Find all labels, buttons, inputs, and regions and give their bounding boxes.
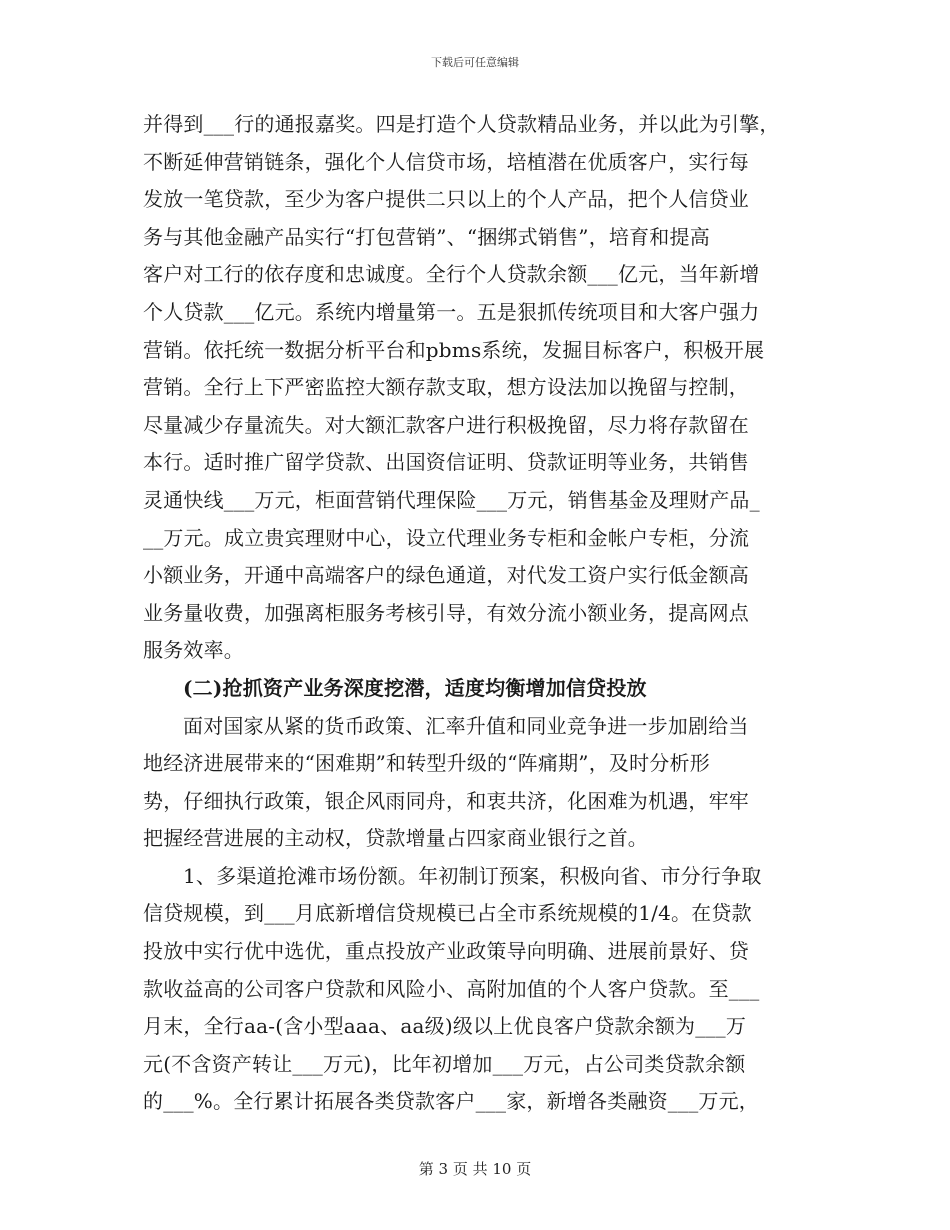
text-line: 势，仔细执行政策，银企风雨同舟，和衷共济，化困难为机遇，牢牢 bbox=[143, 788, 749, 813]
page-header-note: 下载后可任意编辑 bbox=[431, 56, 519, 69]
text-line: __万元。成立贵宾理财中心，设立代理业务专柜和金帐户专柜，分流 bbox=[143, 525, 750, 550]
text-line: 信贷规模，到___月底新增信贷规模已占全市系统规模的1/4。在贷款 bbox=[143, 901, 752, 926]
text-line: 尽量减少存量流失。对大额汇款客户进行积极挽留，尽力将存款留在 bbox=[143, 412, 749, 437]
page-number: 第 3 页 共 10 页 bbox=[418, 1160, 532, 1178]
text-line: 业务量收费，加强离柜服务考核引导，有效分流小额业务，提高网点 bbox=[143, 600, 749, 625]
text-line: 务与其他金融产品实行“打包营销”、“捆绑式销售”，培育和提高 bbox=[143, 224, 710, 249]
text-line: 地经济进展带来的“困难期”和转型升级的“阵痛期”，及时分析形 bbox=[143, 751, 710, 776]
text-line: 营销。全行上下严密监控大额存款支取，想方设法加以挽留与控制， bbox=[143, 375, 749, 400]
text-line: 本行。适时推广留学贷款、出国资信证明、贷款证明等业务，共销售 bbox=[143, 450, 749, 475]
section-heading: (二)抢抓资产业务深度挖潜，适度均衡增加信贷投放 bbox=[183, 675, 647, 700]
text-line: 投放中实行优中选优，重点投放产业政策导向明确、进展前景好、贷 bbox=[143, 939, 749, 964]
text-line: 面对国家从紧的货币政策、汇率升值和同业竞争进一步加剧给当 bbox=[183, 713, 749, 738]
text-line: 月末，全行aa-(含小型aaa、aa级)级以上优良客户贷款余额为___万 bbox=[143, 1014, 747, 1039]
text-line: 个人贷款___亿元。系统内增量第一。五是狠抓传统项目和大客户强力 bbox=[143, 299, 760, 324]
text-line: 款收益高的公司客户贷款和风险小、高附加值的个人客户贷款。至___ bbox=[143, 976, 760, 1001]
text-line: 灵通快线___万元，柜面营销代理保险___万元，销售基金及理财产品_ bbox=[143, 487, 760, 512]
text-line: 发放一笔贷款，至少为客户提供二只以上的个人产品，把个人信贷业 bbox=[143, 187, 749, 212]
text-line: 营销。依托统一数据分析平台和pbms系统，发掘目标客户，积极开展 bbox=[143, 337, 765, 362]
text-line: 元(不含资产转让___万元)，比年初增加___万元，占公司类贷款余额 bbox=[143, 1051, 746, 1076]
text-line: 把握经营进展的主动权，贷款增量占四家商业银行之首。 bbox=[143, 826, 648, 851]
text-line: 并得到___行的通报嘉奖。四是打造个人贷款精品业务，并以此为引擎， bbox=[143, 112, 780, 136]
text-line: 不断延伸营销链条，强化个人信贷市场，培植潜在优质客户，实行每 bbox=[143, 149, 749, 174]
document-body bbox=[143, 106, 823, 1121]
text-line: 的___%。全行累计拓展各类贷款客户___家，新增各类融资___万元， bbox=[143, 1089, 760, 1114]
text-line: 小额业务，开通中高端客户的绿色通道，对代发工资户实行低金额高 bbox=[143, 563, 749, 588]
text-line: 服务效率。 bbox=[143, 638, 244, 663]
text-line: 1、多渠道抢滩市场份额。年初制订预案，积极向省、市分行争取 bbox=[183, 863, 762, 888]
text-line: 客户对工行的依存度和忠诚度。全行个人贷款余额___亿元，当年新增 bbox=[143, 262, 760, 287]
